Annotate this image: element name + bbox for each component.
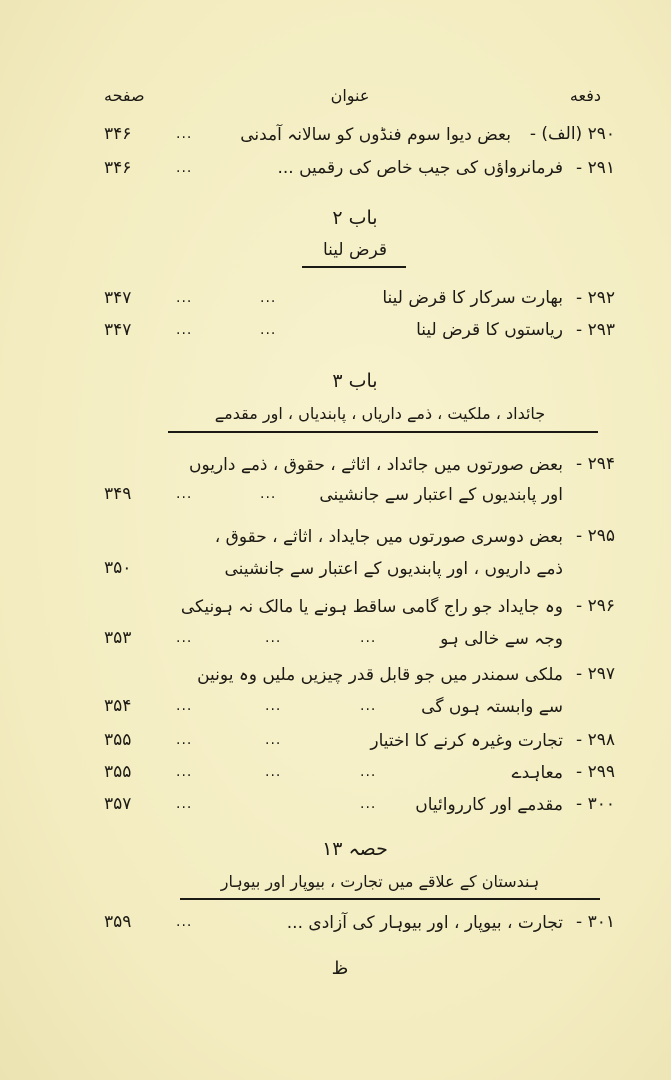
- entry-page: ۳۵۹: [104, 912, 132, 932]
- part-title-underline: [180, 898, 600, 900]
- chapter-title-underline: [302, 266, 406, 268]
- leader-dots: ...: [176, 126, 193, 142]
- leader-dots: ...: [360, 796, 377, 812]
- leader-dots: ...: [360, 764, 377, 780]
- entry-title-line: سے وابستہ ہوں گی: [421, 697, 563, 717]
- leader-dots: ...: [265, 732, 282, 748]
- chapter-label: باب ۳: [332, 370, 378, 392]
- entry-title: بعض دیوا سوم فنڈوں کو سالانہ آمدنی: [240, 125, 511, 145]
- leader-dots: ...: [265, 630, 282, 646]
- entry-title: ریاستوں کا قرض لینا: [416, 320, 563, 340]
- entry-title-line: بعض دوسری صورتوں میں جایداد ، اثاثے ، حقوق ،: [214, 527, 563, 547]
- chapter-title-underline: [168, 431, 598, 433]
- leader-dots: ...: [176, 160, 193, 176]
- entry-number: ۲۹۹ -: [576, 762, 615, 782]
- leader-dots: ...: [176, 486, 193, 502]
- entry-number: ۲۹۶ -: [576, 596, 615, 616]
- chapter-title: قرض لینا: [322, 240, 388, 260]
- entry-title: معاہدے: [511, 763, 563, 783]
- leader-dots: ...: [176, 796, 193, 812]
- entry-title-line: ملکی سمندر میں جو قابل قدر چیزیں ملیں وہ یونین: [197, 665, 563, 685]
- entry-page: ۳۵۴: [104, 696, 132, 716]
- entry-number: ۲۹۰ (الف) -: [529, 124, 615, 144]
- entry-page: ۳۴۷: [104, 320, 132, 340]
- entry-number: ۲۹۷ -: [576, 664, 615, 684]
- leader-dots: ...: [360, 630, 377, 646]
- leader-dots: ...: [176, 732, 193, 748]
- entry-number: ۳۰۰ -: [576, 794, 615, 814]
- leader-dots: ...: [260, 322, 277, 338]
- entry-title-line: اور پابندیوں کے اعتبار سے جانشینی: [319, 485, 563, 505]
- entry-page: ۳۴۹: [104, 484, 132, 504]
- entry-page: ۳۴۶: [104, 124, 132, 144]
- header-section-col: دفعه: [569, 86, 601, 105]
- leader-dots: ...: [265, 764, 282, 780]
- entry-number: ۲۹۱ -: [576, 158, 615, 178]
- page-letter: ظ: [331, 958, 349, 979]
- entry-page: ۳۵۷: [104, 794, 132, 814]
- leader-dots: ...: [360, 698, 377, 714]
- entry-page: ۳۵۵: [104, 730, 132, 750]
- part-title: ہندستان کے علاقے میں تجارت ، بیوپار اور بیوہار: [220, 872, 540, 891]
- leader-dots: ...: [176, 914, 193, 930]
- leader-dots: ...: [260, 290, 277, 306]
- entry-title-line: وہ جایداد جو راج گامی ساقط ہونے یا مالک نہ ہونیکی: [180, 597, 563, 617]
- part-label: حصہ ۱۳: [322, 838, 388, 860]
- entry-number: ۲۹۸ -: [576, 730, 615, 750]
- header-title-col: عنوان: [330, 86, 370, 105]
- entry-number: ۲۹۲ -: [576, 288, 615, 308]
- entry-title: مقدمے اور کارروائیاں: [415, 795, 563, 815]
- entry-page: ۳۵۰: [104, 558, 132, 578]
- leader-dots: ...: [176, 698, 193, 714]
- entry-title-line: بعض صورتوں میں جائداد ، اثاثے ، حقوق ، ذمے داریوں: [188, 455, 563, 475]
- leader-dots: ...: [260, 486, 277, 502]
- entry-page: ۳۴۷: [104, 288, 132, 308]
- entry-title-line: وجہ سے خالی ہو: [440, 629, 563, 649]
- entry-page: ۳۵۳: [104, 628, 132, 648]
- entry-number: ۲۹۴ -: [576, 454, 615, 474]
- entry-title-line: ذمے داریوں ، اور پابندیوں کے اعتبار سے جانشینی: [224, 559, 563, 579]
- entry-title: فرمانرواؤں کی جیب خاص کی رقمیں ...: [277, 158, 563, 178]
- header-page-col: صفحه: [104, 86, 145, 105]
- leader-dots: ...: [265, 698, 282, 714]
- entry-number: ۳۰۱ -: [576, 912, 615, 932]
- entry-title: بھارت سرکار کا قرض لینا: [382, 288, 563, 308]
- leader-dots: ...: [176, 630, 193, 646]
- entry-title: تجارت ، بیوپار ، اور بیوہار کی آزادی ...: [286, 913, 563, 933]
- entry-title: تجارت وغیرہ کرنے کا اختیار: [370, 731, 563, 751]
- leader-dots: ...: [176, 764, 193, 780]
- entry-page: ۳۴۶: [104, 158, 132, 178]
- leader-dots: ...: [176, 290, 193, 306]
- chapter-title: جائداد ، ملکیت ، ذمے داریاں ، پابندیاں ، اور مقدمے: [214, 404, 546, 423]
- leader-dots: ...: [176, 322, 193, 338]
- chapter-label: باب ۲: [332, 207, 378, 229]
- entry-number: ۲۹۳ -: [576, 320, 615, 340]
- entry-page: ۳۵۵: [104, 762, 132, 782]
- entry-number: ۲۹۵ -: [576, 526, 615, 546]
